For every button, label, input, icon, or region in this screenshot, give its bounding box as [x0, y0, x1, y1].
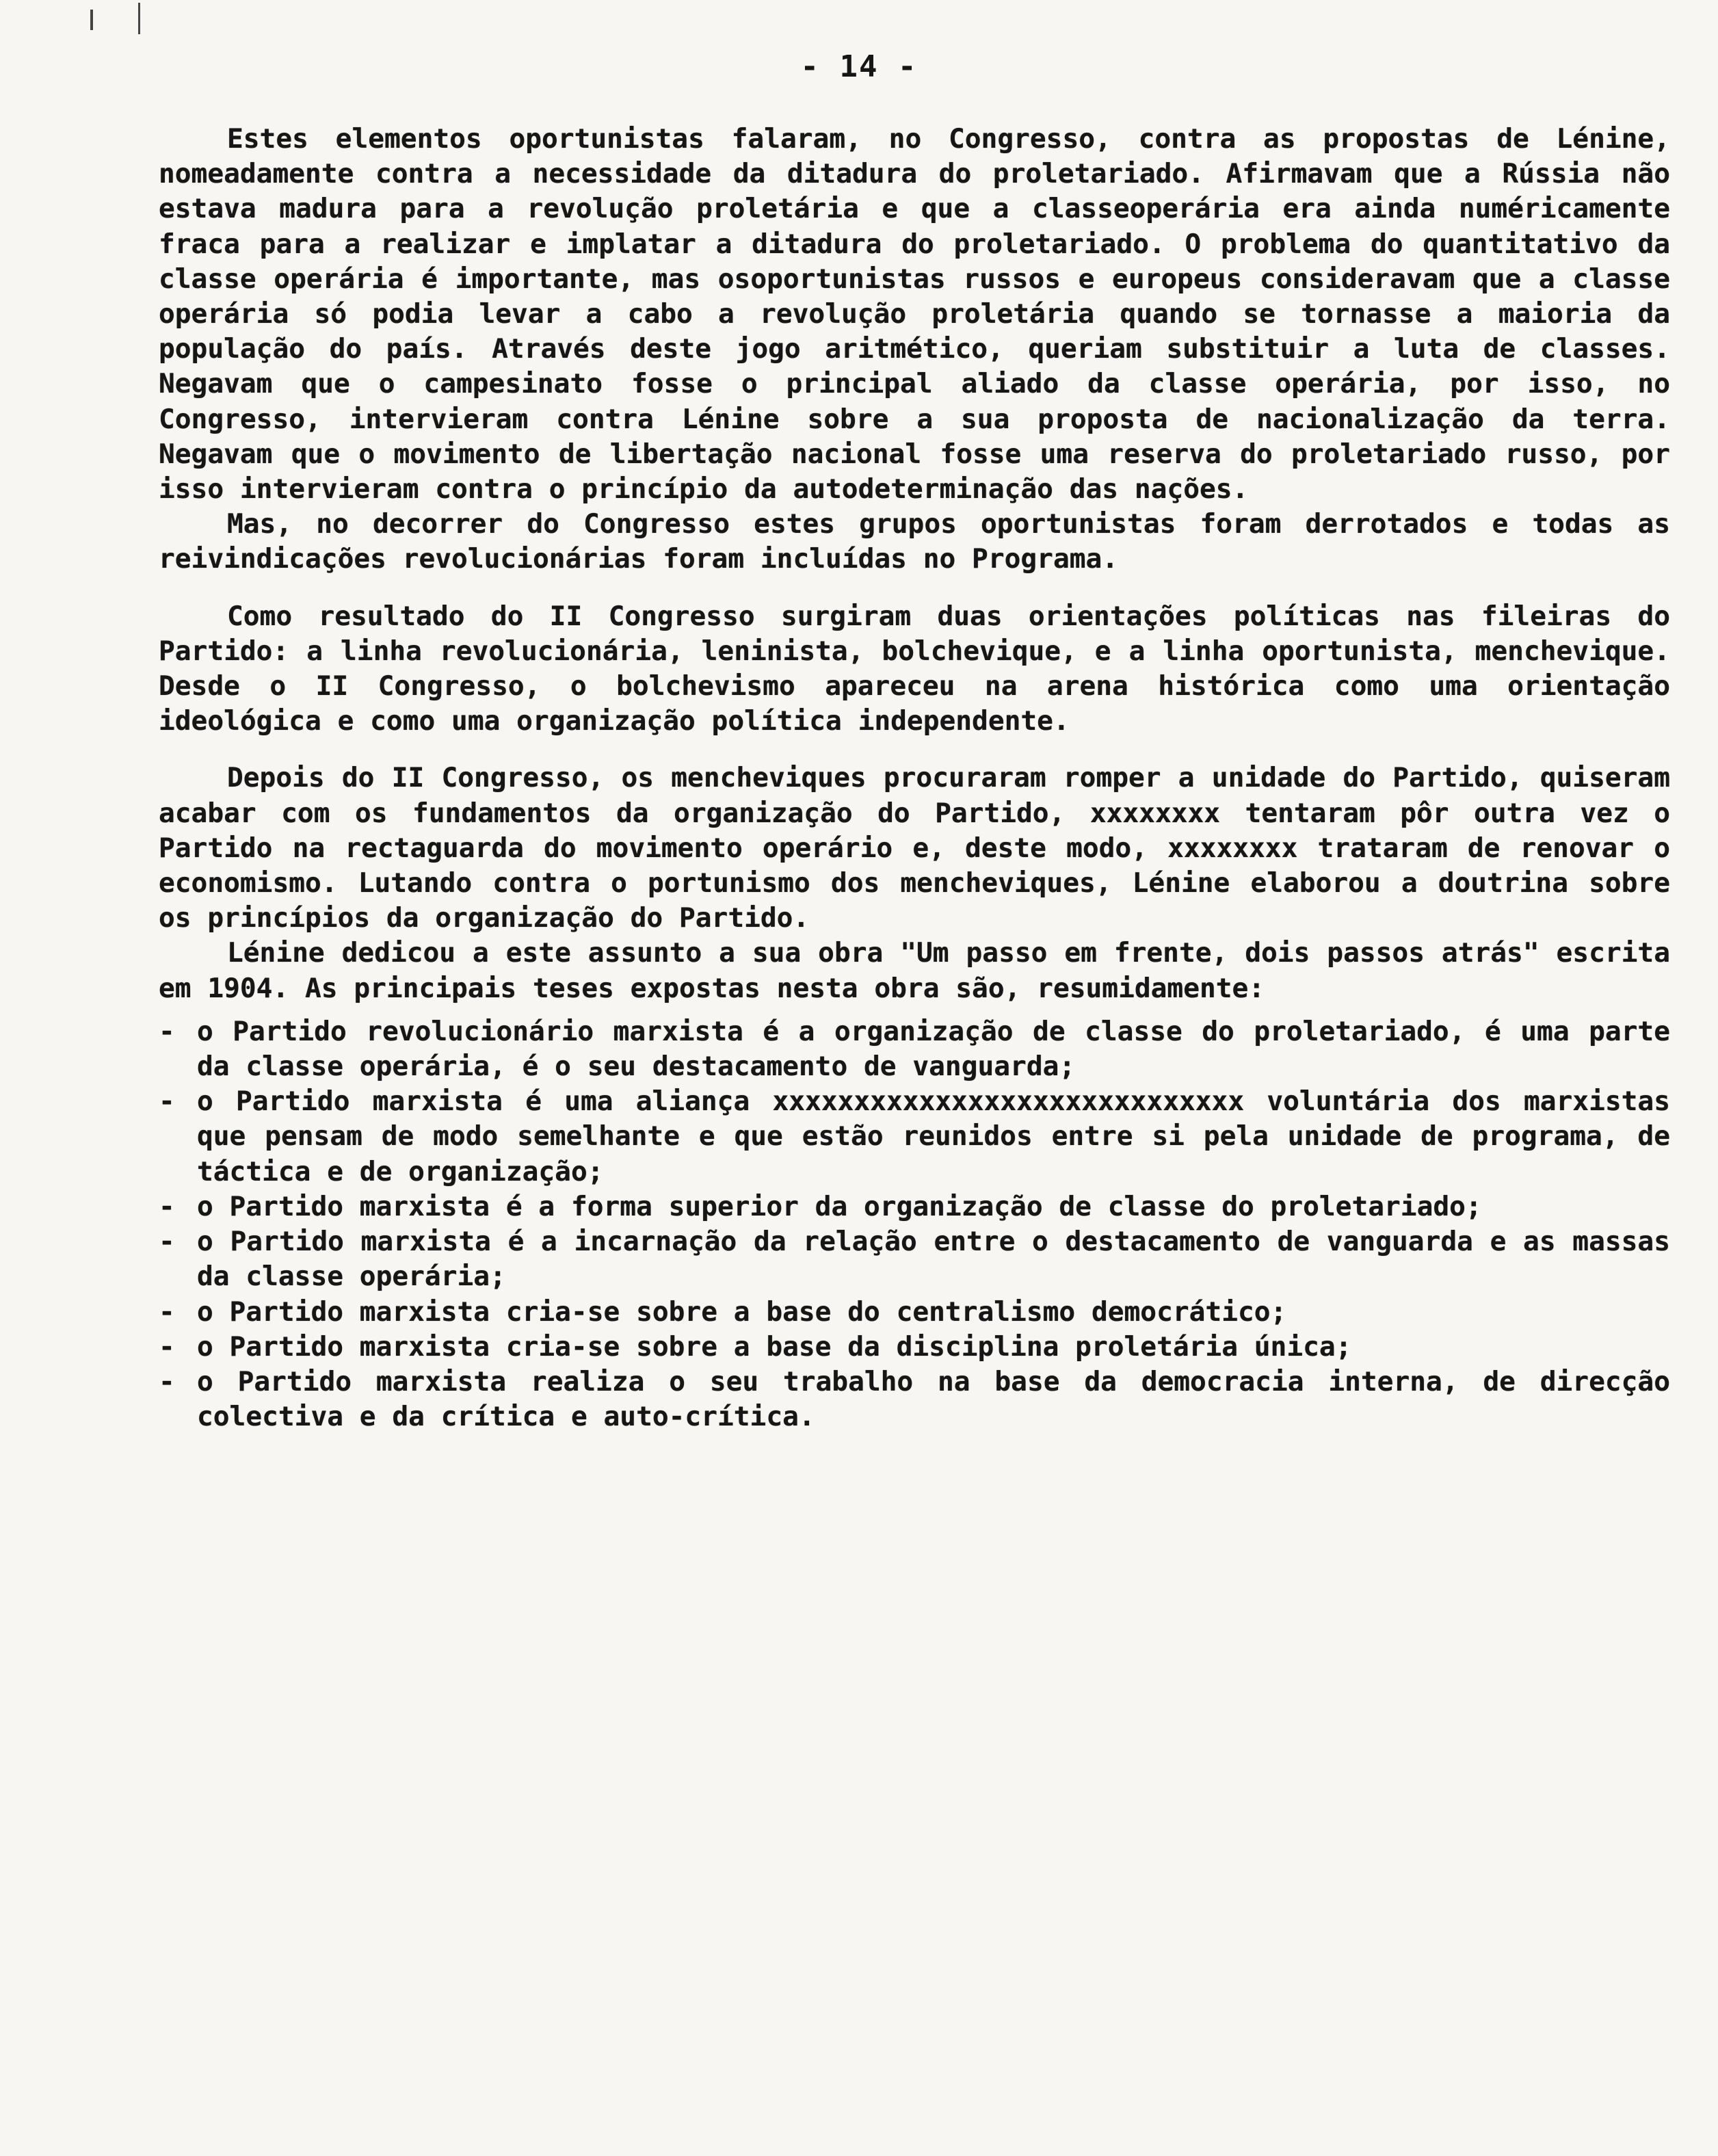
- page-number: - 14 -: [800, 49, 918, 84]
- bullet-dash: -: [159, 1086, 175, 1118]
- bullet-dash: -: [159, 1190, 175, 1222]
- list-item-text: o Partido revolucionário marxista é a organização de classe do proletariado, é uma parte da classe operária, é o seu destacamento de vanguarda;: [197, 1015, 1670, 1083]
- list-item-text: o Partido marxista é uma aliança xxxxxxxxxxxxxxxxxxxxxxxxxxxxx voluntária dos marxistas que pensam de modo semelhante e que estão reunidos entre si pela unidade de programa, de táctica e de organização;: [197, 1086, 1670, 1187]
- list-item: [159, 1084, 1670, 1189]
- margin-mark: [90, 10, 93, 30]
- list-item: [159, 1189, 1670, 1224]
- list-item: [159, 1295, 1670, 1330]
- list-item-text: o Partido marxista cria-se sobre a base do centralismo democrático;: [197, 1296, 1287, 1328]
- margin-mark: [138, 3, 140, 34]
- bullet-dash: -: [159, 1296, 175, 1328]
- list-item-text: o Partido marxista realiza o seu trabalho na base da democracia interna, de direcção colectiva e da crítica e auto-crítica.: [197, 1365, 1670, 1433]
- list-item-text: o Partido marxista é a incarnação da relação entre o destacamento de vanguarda e as massas da classe operária;: [197, 1226, 1670, 1293]
- bullet-dash: -: [159, 1330, 175, 1363]
- paragraph-2: Mas, no decorrer do Congresso estes grupos oportunistas foram derrotados e todas as reivindicações revolucionárias foram incluídas no Programa.: [159, 508, 1670, 575]
- bullet-dash: -: [159, 1226, 175, 1258]
- thesis-list: [159, 1014, 1670, 1434]
- bullet-dash: -: [159, 1365, 175, 1397]
- list-item: [159, 1365, 1670, 1434]
- paragraph-3: Como resultado do II Congresso surgiram duas orientações políticas nas fileiras do Partido: a linha revolucionária, leninista, bolchevique, e a linha oportunista, menchevique. Desde o II Congresso, o bolchevismo apareceu na arena histórica como uma orientação ideológica e como uma organização política independente.: [159, 600, 1670, 737]
- paragraph-1: Estes elementos oportunistas falaram, no Congresso, contra as propostas de Lénine, nomeadamente contra a necessidade da ditadura do proletariado. Afirmavam que a Rússia não estava madura para a revolução proletária e que a classeoperária era ainda numéricamente fraca para a realizar e implatar a ditadura do proletariado. O problema do quantitativo da classe operária é importante, mas osoportunistas russos e europeus consideravam que a classe operária só podia levar a cabo a revolução proletária quando se tornasse a maioria da população do país. Através deste jogo aritmético, queriam substituir a luta de classes. Negavam que o campesinato fosse o principal aliado da classe operária, por isso, no Congresso, intervieram contra Lénine sobre a sua proposta de nacionalização da terra. Negavam que o movimento de libertação nacional fosse uma reserva do proletariado russo, por isso intervieram contra o princípio da autodeterminação das nações.: [159, 123, 1670, 505]
- paragraph-5: Lénine dedicou a este assunto a sua obra "Um passo em frente, dois passos atrás" escrita em 1904. As principais teses expostas nesta obra são, resumidamente:: [159, 937, 1670, 1004]
- document-body: [159, 122, 1670, 1434]
- paragraph-4: Depois do II Congresso, os mencheviques procuraram romper a unidade do Partido, quiseram acabar com os fundamentos da organização do Partido, xxxxxxxx tentaram pôr outra vez o Partido na rectaguarda do movimento operário e, deste modo, xxxxxxxx trataram de renovar o economismo. Lutando contra o portunismo dos mencheviques, Lénine elaborou a doutrina sobre os princípios da organização do Partido.: [159, 762, 1670, 934]
- bullet-dash: -: [159, 1015, 175, 1047]
- list-item: [159, 1330, 1670, 1365]
- list-item-text: o Partido marxista é a forma superior da organização de classe do proletariado;: [197, 1190, 1482, 1222]
- list-item: [159, 1014, 1670, 1084]
- list-item-text: o Partido marxista cria-se sobre a base da disciplina proletária única;: [197, 1330, 1352, 1363]
- list-item: [159, 1224, 1670, 1294]
